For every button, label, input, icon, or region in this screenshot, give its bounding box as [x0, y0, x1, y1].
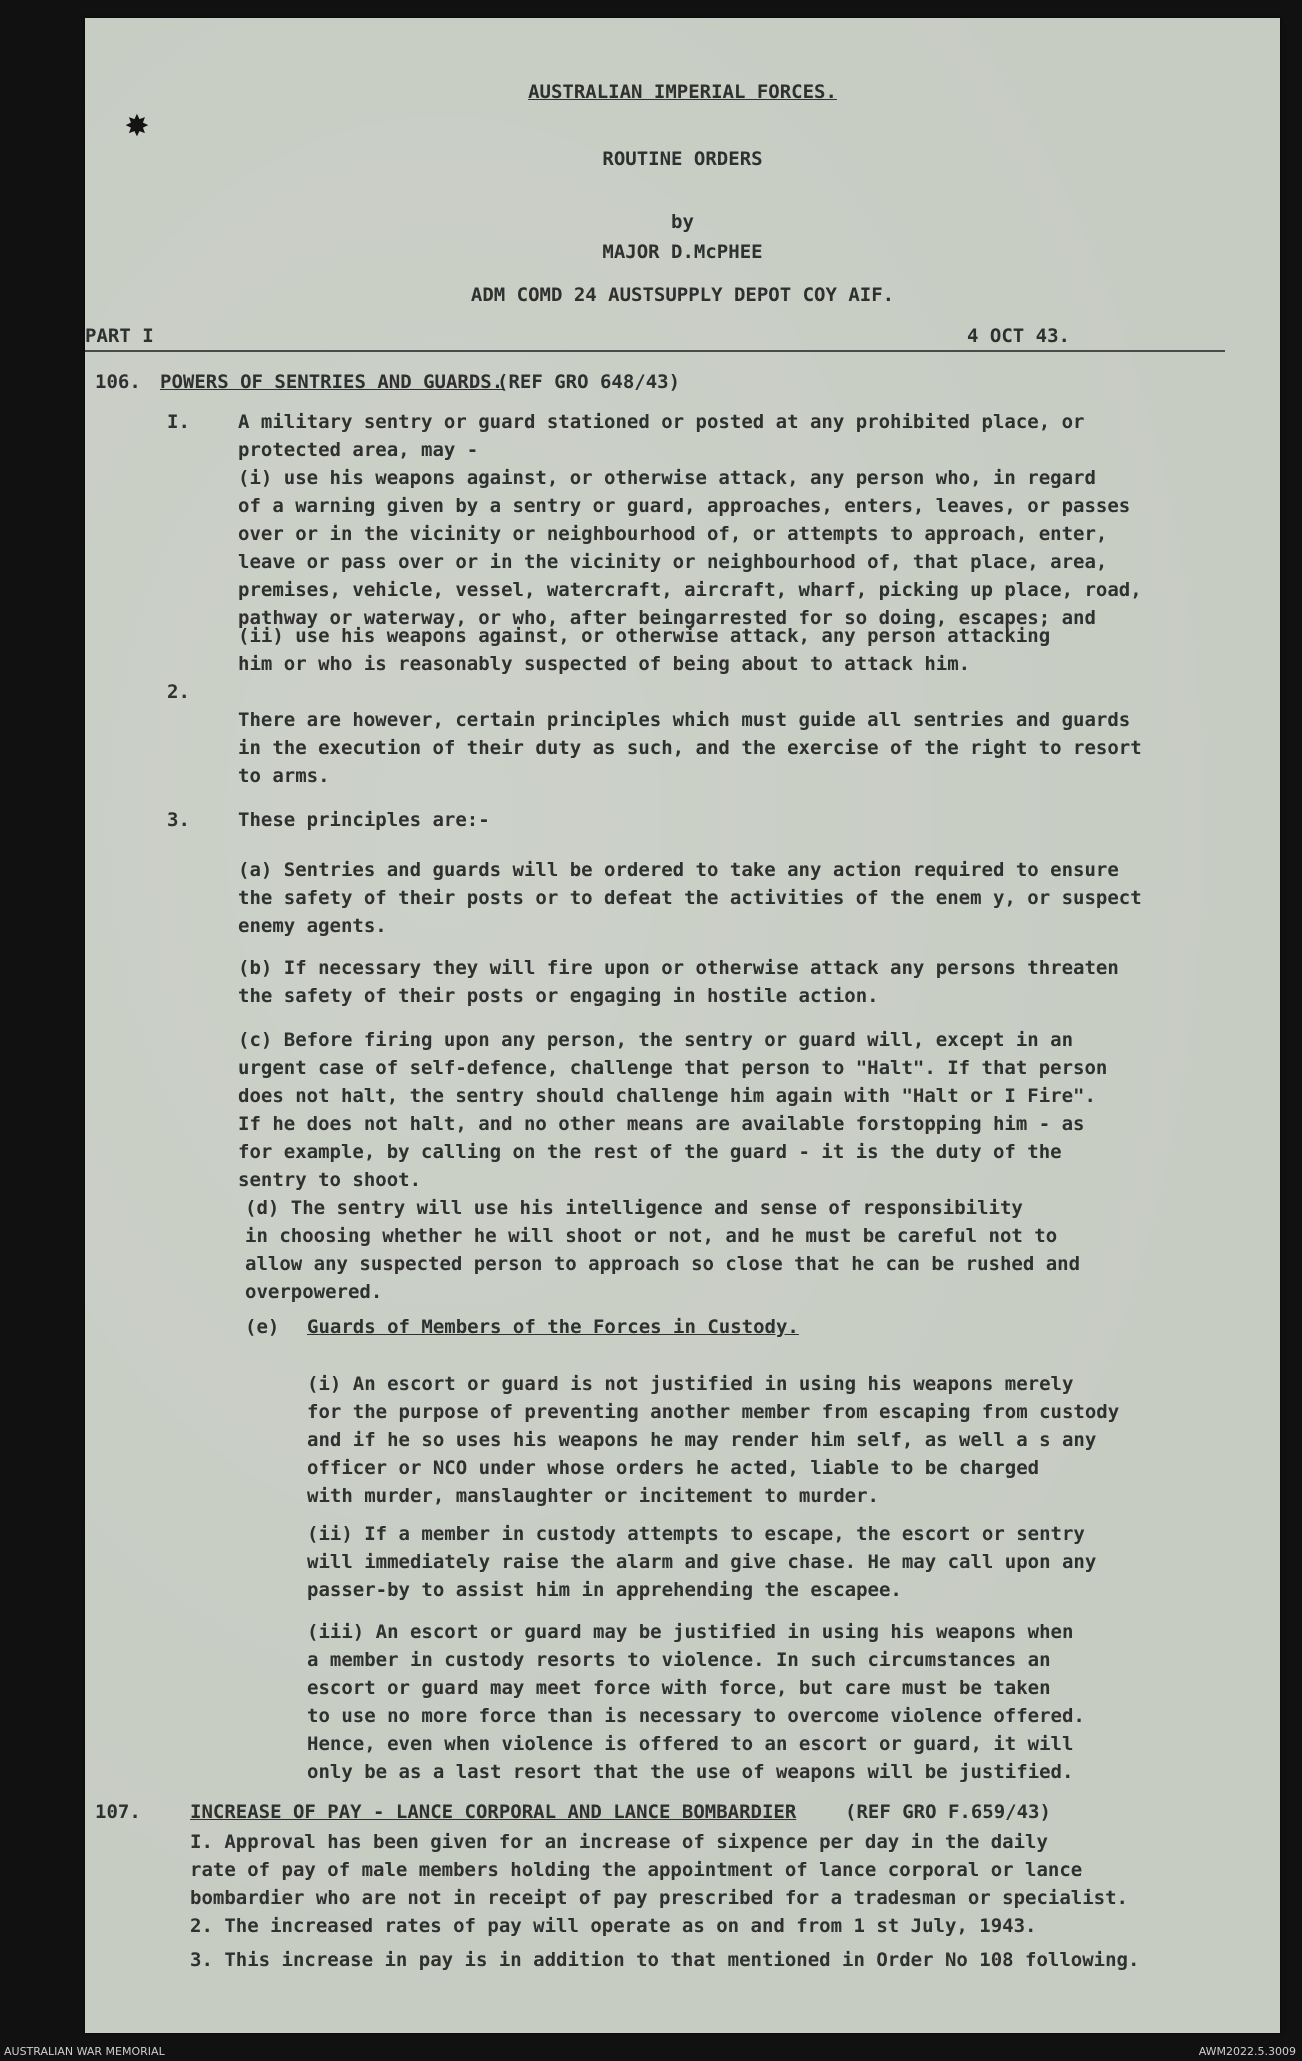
order-106-para-2 — [238, 706, 1142, 790]
principle-e-label: (e) — [245, 1316, 280, 1338]
text-line: will immediately raise the alarm and give chase. He may call upon any — [307, 1551, 1097, 1573]
custody-iii — [307, 1618, 1085, 1786]
text-line: (ii) use his weapons against, or otherwise attack, any person attacking — [238, 625, 1051, 647]
text-line: to use no more force than is necessary to overcome violence offered. — [307, 1705, 1085, 1727]
text-line: and if he so uses his weapons he may render him self, as well a s any — [307, 1429, 1097, 1451]
text-line: him or who is reasonably suspected of being about to attack him. — [238, 653, 971, 675]
text-line: (a) Sentries and guards will be ordered to take any action required to ensure — [238, 859, 1119, 881]
officer-name: MAJOR D.McPHEE — [602, 241, 763, 263]
order-107-number: 107. — [95, 1801, 141, 1823]
text-line: 3. This increase in pay is in addition to that mentioned in Order No 108 following. — [190, 1949, 1140, 1971]
text-line: (iii) An escort or guard may be justified in using his weapons when — [307, 1621, 1074, 1643]
footer-accession-number: AWM2022.5.3009 — [1198, 2045, 1296, 2058]
text-line: escort or guard may meet force with force, but care must be taken — [307, 1677, 1051, 1699]
text-line: overpowered. — [245, 1281, 383, 1303]
footer-institution: AUSTRALIAN WAR MEMORIAL — [4, 2045, 165, 2058]
text-line: officer or NCO under whose orders he acted, liable to be charged — [307, 1457, 1040, 1479]
text-line: premises, vehicle, vessel, watercraft, aircraft, wharf, picking up place, road, — [238, 579, 1142, 601]
text-line: enemy agents. — [238, 915, 387, 937]
text-line: There are however, certain principles which must guide all sentries and guards — [238, 709, 1131, 731]
text-line: leave or pass over or in the vicinity or neighbourhood of, that place, area, — [238, 551, 1108, 573]
order-106-para-3-number: 3. — [167, 809, 190, 831]
header-rule — [85, 350, 1225, 352]
principle-a — [238, 856, 1142, 940]
text-line: of a warning given by a sentry or guard, approaches, enters, leaves, or passes — [238, 495, 1131, 517]
text-line: the safety of their posts or to defeat the activities of the enem y, or suspect — [238, 887, 1142, 909]
text-line: allow any suspected person to approach so close that he can be rushed and — [245, 1253, 1081, 1275]
order-date: 4 OCT 43. — [967, 325, 1070, 347]
unit-name: ADM COMD 24 AUSTSUPPLY DEPOT COY AIF. — [470, 284, 895, 306]
text-line: only be as a last resort that the use of weapons will be justified. — [307, 1761, 1074, 1783]
text-line: protected area, may - — [238, 439, 479, 461]
text-line: the safety of their posts or engaging in hostile action. — [238, 985, 879, 1007]
order-107-reference: (REF GRO F.659/43) — [845, 1801, 1051, 1823]
order-106-heading: POWERS OF SENTRIES AND GUARDS. — [160, 371, 504, 393]
text-line: (c) Before firing upon any person, the sentry or guard will, except in an — [238, 1029, 1074, 1051]
text-line: A military sentry or guard stationed or posted at any prohibited place, or — [238, 411, 1085, 433]
order-106-para-2-number: 2. — [167, 681, 190, 703]
text-line: (i) use his weapons against, or otherwise attack, any person who, in regard — [238, 467, 1096, 489]
text-line: in the execution of their duty as such, and the exercise of the right to resort — [238, 737, 1142, 759]
order-106-reference: (REF GRO 648/43) — [497, 371, 681, 393]
document-title: AUSTRALIAN IMPERIAL FORCES. — [528, 81, 837, 103]
order-106-para-1 — [238, 408, 1142, 632]
text-line: in choosing whether he will shoot or not, and he must be careful not to — [245, 1225, 1058, 1247]
text-line: for example, by calling on the rest of the guard - it is the duty of the — [238, 1141, 1062, 1163]
text-line: If he does not halt, and no other means are available forstopping him - as — [238, 1113, 1085, 1135]
custody-i — [307, 1370, 1119, 1510]
text-line: with murder, manslaughter or incitement to murder. — [307, 1485, 879, 1507]
order-106-para-3-intro: These principles are:- — [238, 809, 490, 831]
text-line: Hence, even when violence is offered to an escort or guard, it will — [307, 1733, 1074, 1755]
text-line: (ii) If a member in custody attempts to escape, the escort or sentry — [307, 1523, 1085, 1545]
text-line: passer-by to assist him in apprehending the escapee. — [307, 1579, 902, 1601]
text-line: a member in custody resorts to violence. In such circumstances an — [307, 1649, 1051, 1671]
principle-d — [245, 1194, 1080, 1306]
principle-b — [238, 954, 1119, 1010]
custody-ii — [307, 1520, 1096, 1604]
order-106-para-1-number: I. — [167, 411, 190, 433]
part-label: PART I — [85, 325, 154, 347]
routine-orders-document — [85, 18, 1280, 2033]
text-line: (d) The sentry will use his intelligence and sense of responsibility — [245, 1197, 1023, 1219]
document-subtitle: ROUTINE ORDERS — [602, 148, 763, 170]
text-line: does not halt, the sentry should challenge him again with "Halt or I Fire". — [238, 1085, 1096, 1107]
text-line: sentry to shoot. — [238, 1169, 422, 1191]
order-106-para-1-ii — [238, 622, 1050, 678]
pin-mark-icon: ✸ — [124, 109, 150, 144]
order-106-number: 106. — [95, 371, 141, 393]
text-line: (b) If necessary they will fire upon or otherwise attack any persons threaten — [238, 957, 1119, 979]
text-line: urgent case of self-defence, challenge that person to "Halt". If that person — [238, 1057, 1108, 1079]
principle-e-heading: Guards of Members of the Forces in Custody. — [307, 1316, 799, 1338]
text-line: pathway or waterway, or who, after beingarrested for so doing, escapes; and — [238, 607, 1096, 629]
order-107-body — [190, 1828, 1139, 1974]
text-line: I. Approval has been given for an increase of sixpence per day in the daily — [190, 1831, 1048, 1853]
text-line: for the purpose of preventing another member from escaping from custody — [307, 1401, 1120, 1423]
text-line: to arms. — [238, 765, 330, 787]
principle-c — [238, 1026, 1107, 1194]
by-line: by — [671, 211, 694, 233]
text-line: bombardier who are not in receipt of pay prescribed for a tradesman or specialist. — [190, 1887, 1128, 1909]
text-line: 2. The increased rates of pay will operate as on and from 1 st July, 1943. — [190, 1915, 1037, 1937]
text-line: (i) An escort or guard is not justified in using his weapons merely — [307, 1373, 1074, 1395]
text-line: rate of pay of male members holding the appointment of lance corporal or lance — [190, 1859, 1083, 1881]
text-line: over or in the vicinity or neighbourhood of, or attempts to approach, enter, — [238, 523, 1108, 545]
order-107-heading: INCREASE OF PAY - LANCE CORPORAL AND LANCE BOMBARDIER — [190, 1801, 797, 1823]
